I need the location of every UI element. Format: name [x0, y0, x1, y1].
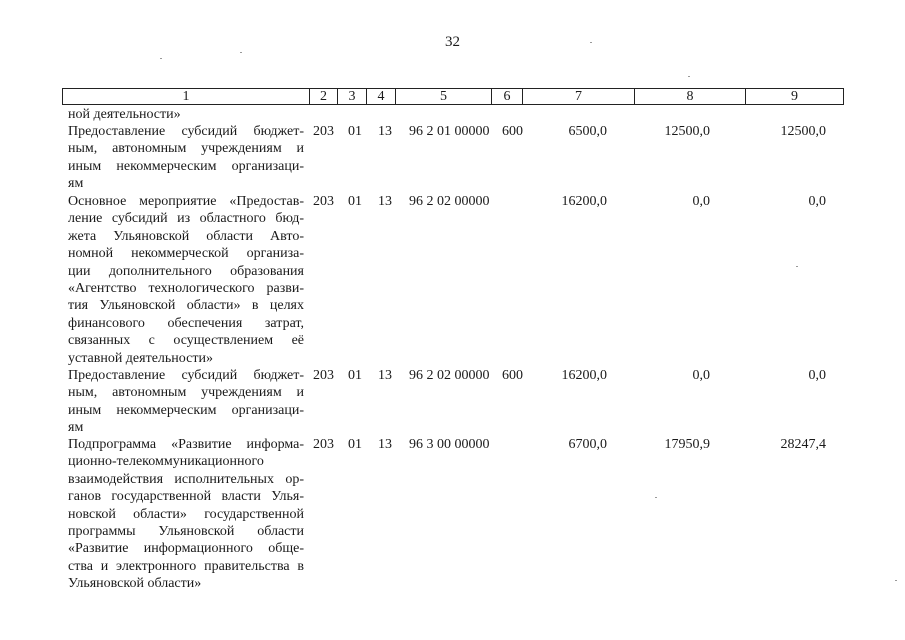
cell-amount-col7: 6700,0	[568, 437, 607, 452]
description-line: новской области» государственной	[68, 506, 304, 522]
cell-target-article: 96 2 01 00000	[409, 124, 490, 139]
description-line: ционно-телекоммуникационного	[68, 454, 264, 470]
column-header-5: 5	[396, 89, 492, 105]
cell-amount-col8: 12500,0	[664, 124, 710, 139]
scan-speck	[796, 266, 798, 267]
cell-subsection: 13	[378, 194, 392, 209]
cell-amount-col9: 28247,4	[780, 437, 826, 452]
column-header-2: 2	[310, 89, 338, 105]
cell-section: 01	[348, 194, 362, 209]
description-line: ства и электронного правительства в	[68, 558, 304, 574]
description-line: ции дополнительного образования	[68, 263, 304, 279]
description-line: финансового обеспечения затрат,	[68, 315, 304, 331]
cell-target-article: 96 2 02 00000	[409, 194, 490, 209]
cell-section: 01	[348, 124, 362, 139]
description-line: ление субсидий из областного бюд-	[68, 211, 304, 227]
cell-amount-col7: 6500,0	[568, 124, 607, 139]
cell-amount-col7: 16200,0	[561, 194, 607, 209]
description-line: Ульяновской области»	[68, 576, 202, 592]
column-header-9: 9	[746, 89, 844, 105]
description-line: ным, автономным учреждениям и	[68, 385, 304, 401]
cell-subsection: 13	[378, 124, 392, 139]
description-line: уставной деятельности»	[68, 350, 213, 366]
description-line: ным, автономным учреждениям и	[68, 141, 304, 157]
cell-subsection: 13	[378, 437, 392, 452]
description-line: иным некоммерческим организаци-	[68, 402, 304, 418]
column-header-8: 8	[635, 89, 746, 105]
cell-section: 01	[348, 437, 362, 452]
description-line: «Агентство технологического разви-	[68, 281, 304, 297]
cell-ministry-code: 203	[313, 124, 334, 139]
description-line: Подпрограмма «Развитие информа-	[68, 437, 304, 452]
scan-speck	[590, 42, 592, 43]
cell-amount-col9: 12500,0	[780, 124, 826, 139]
column-header-7: 7	[523, 89, 635, 105]
cell-section: 01	[348, 368, 362, 383]
cell-amount-col8: 0,0	[692, 368, 710, 383]
row-description	[68, 193, 304, 367]
description-line: Предоставление субсидий бюджет-	[68, 124, 304, 139]
description-line: Предоставление субсидий бюджет-	[68, 368, 304, 383]
row-description	[68, 436, 304, 593]
scan-speck	[688, 76, 690, 77]
cell-expense-type: 600	[502, 368, 523, 383]
cell-amount-col7: 16200,0	[561, 368, 607, 383]
cell-amount-col8: 0,0	[692, 194, 710, 209]
description-line: взаимодействия исполнительных ор-	[68, 471, 304, 487]
cell-amount-col8: 17950,9	[664, 437, 710, 452]
column-header-table	[62, 88, 844, 105]
row-description	[68, 367, 304, 437]
page-number: 32	[445, 34, 460, 50]
column-header-3: 3	[338, 89, 367, 105]
cell-target-article: 96 3 00 00000	[409, 437, 490, 452]
description-line: жета Ульяновской области Авто-	[68, 228, 304, 244]
description-line: программы Ульяновской области	[68, 524, 304, 540]
carryover-text: ной деятельности»	[68, 107, 181, 122]
column-header-4: 4	[367, 89, 396, 105]
column-header-row	[63, 89, 844, 105]
cell-subsection: 13	[378, 368, 392, 383]
column-header-6: 6	[492, 89, 523, 105]
cell-ministry-code: 203	[313, 194, 334, 209]
column-header-1: 1	[63, 89, 310, 105]
scan-speck	[240, 52, 242, 53]
description-line: номной некоммерческой организа-	[68, 246, 304, 262]
description-line: связанных с осуществлением её	[68, 333, 304, 349]
description-line: ганов государственной власти Улья-	[68, 489, 304, 505]
description-line: иным некоммерческим организаци-	[68, 158, 304, 174]
cell-expense-type: 600	[502, 124, 523, 139]
description-line: Основное мероприятие «Предостав-	[68, 194, 304, 209]
description-line: «Развитие информационного обще-	[68, 541, 304, 557]
cell-amount-col9: 0,0	[808, 368, 826, 383]
scan-speck	[895, 580, 897, 581]
description-line: ям	[68, 420, 84, 436]
description-line: тия Ульяновской области» в целях	[68, 298, 304, 314]
scan-speck	[655, 497, 657, 498]
scan-speck	[160, 58, 162, 59]
cell-ministry-code: 203	[313, 437, 334, 452]
row-description	[68, 123, 304, 193]
cell-amount-col9: 0,0	[808, 194, 826, 209]
description-line: ям	[68, 176, 84, 192]
cell-target-article: 96 2 02 00000	[409, 368, 490, 383]
cell-ministry-code: 203	[313, 368, 334, 383]
